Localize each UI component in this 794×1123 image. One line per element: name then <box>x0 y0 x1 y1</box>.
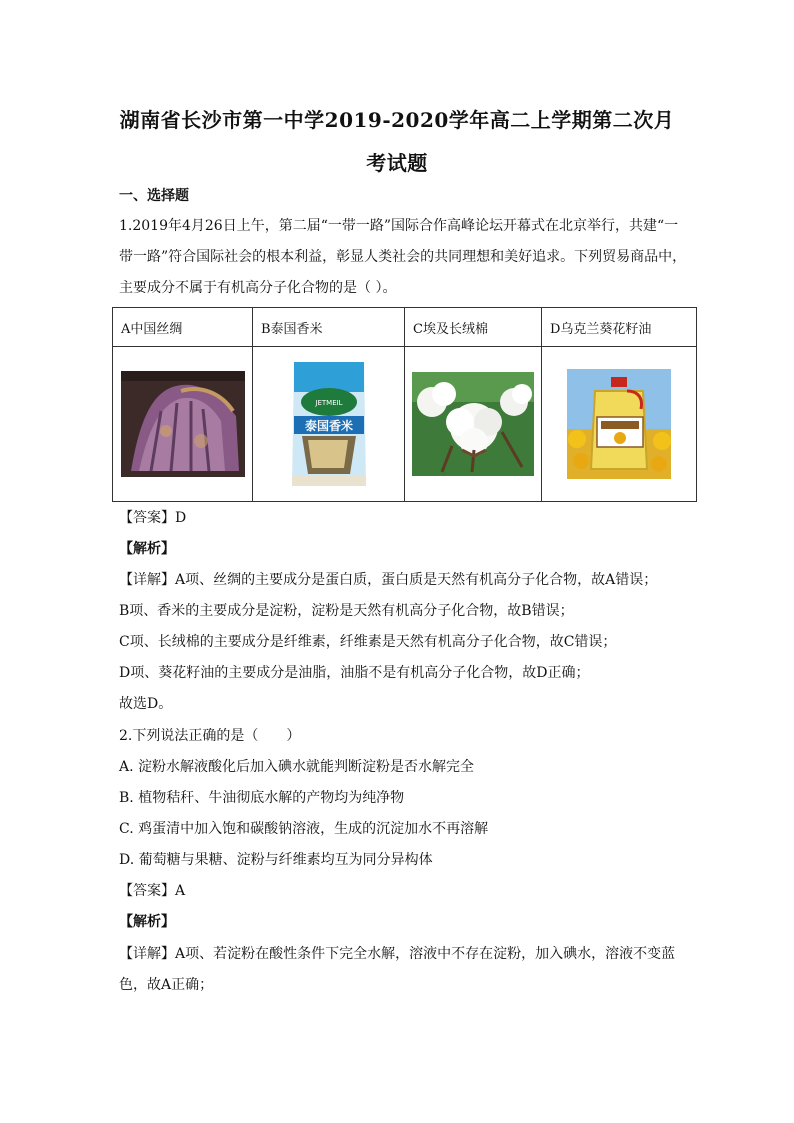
q2-option-c: C. 鸡蛋清中加入饱和碳酸钠溶液，生成的沉淀加水不再溶解 <box>119 821 489 837</box>
document-title-line-1: 湖南省长沙市第一中学2019-2020学年高二上学期第二次月 <box>119 108 675 132</box>
silk-fabric-photo-icon <box>121 371 245 477</box>
cotton-boll-photo-icon <box>412 372 534 476</box>
q2-option-d: D. 葡萄糖与果糖、淀粉与纤维素均互为同分异构体 <box>119 852 433 868</box>
option-a-image-cell <box>113 347 253 502</box>
q2-option-a: A. 淀粉水解液酸化后加入碘水就能判断淀粉是否水解完全 <box>119 759 475 775</box>
q1-answer: 【答案】D <box>119 510 187 526</box>
section-heading: 一、选择题 <box>119 188 189 204</box>
q1-analysis-line-1: 【详解】A项、丝绸的主要成分是蛋白质，蛋白质是天然有机高分子化合物，故A错误； <box>119 572 658 588</box>
document-title-line-2: 考试题 <box>366 151 428 175</box>
q2-option-b: B. 植物秸秆、牛油彻底水解的产物均为纯净物 <box>119 790 405 806</box>
options-image-row <box>113 347 697 502</box>
option-c-label: C埃及长绒棉 <box>405 308 542 347</box>
options-header-row <box>113 308 697 347</box>
option-b-label: B泰国香米 <box>253 308 405 347</box>
rice-bag-brand: JETMEIL <box>314 399 343 407</box>
option-d-label: D乌克兰葵花籽油 <box>542 308 697 347</box>
option-d-image-cell <box>542 347 697 502</box>
option-c-image-cell <box>405 347 542 502</box>
option-b-image-cell <box>253 347 405 502</box>
q1-analysis-line-5: 故选D。 <box>119 696 173 712</box>
q2-analysis-line-2: 色，故A正确； <box>119 977 214 993</box>
q1-stem-line-1: 1.2019年4月26日上午，第二届“一带一路”国际合作高峰论坛开幕式在北京举行，共建“一 <box>119 218 679 234</box>
q2-answer: 【答案】A <box>119 883 186 899</box>
q1-analysis-line-3: C项、长绒棉的主要成分是纤维素，纤维素是天然有机高分子化合物，故C错误； <box>119 634 617 650</box>
q1-stem-line-3: 主要成分不属于有机高分子化合物的是（ ）。 <box>119 280 397 296</box>
rice-bag-label: 泰国香米 <box>304 419 353 433</box>
sunflower-oil-bottle-photo-icon <box>567 369 671 479</box>
q1-analysis-label: 【解析】 <box>119 541 175 557</box>
q1-analysis-line-4: D项、葵花籽油的主要成分是油脂，油脂不是有机高分子化合物，故D正确； <box>119 665 590 681</box>
q1-options-table <box>112 307 697 502</box>
q2-stem: 2.下列说法正确的是（ ） <box>119 728 301 744</box>
q2-analysis-line-1: 【详解】A项、若淀粉在酸性条件下完全水解，溶液中不存在淀粉，加入碘水，溶液不变蓝 <box>119 946 676 962</box>
rice-bag-photo-icon <box>288 356 370 492</box>
option-a-label: A中国丝绸 <box>113 308 253 347</box>
q1-stem-line-2: 带一路”符合国际社会的根本利益，彰显人类社会的共同理想和美好追求。下列贸易商品中， <box>119 249 687 265</box>
q2-analysis-label: 【解析】 <box>119 914 175 930</box>
q1-analysis-line-2: B项、香米的主要成分是淀粉，淀粉是天然有机高分子化合物，故B错误； <box>119 603 574 619</box>
